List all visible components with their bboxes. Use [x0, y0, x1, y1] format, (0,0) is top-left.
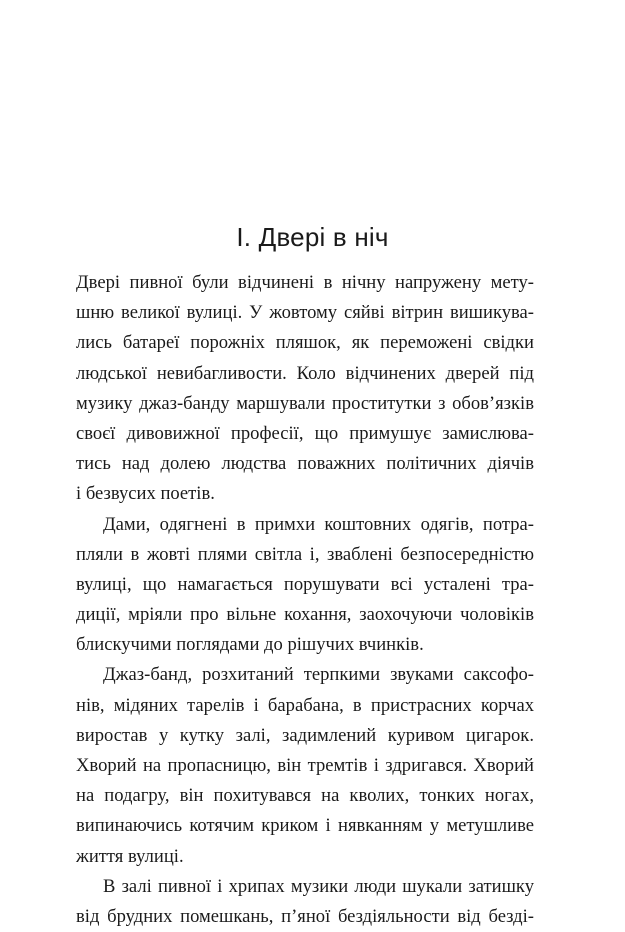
text-line: від брудних помешкань, п’яної бездіяльности від безді- — [76, 905, 534, 927]
text-line: випинаючись котячим криком і нявканням у метушливе — [76, 815, 534, 837]
text-line: своєї дивовижної професії, що примушує замислюва- — [76, 422, 534, 444]
text-line: нів, мідяних тарелів і барабана, в пристрасних корчах — [76, 694, 534, 716]
text-line: блискучими поглядами до рішучих вчинків. — [76, 634, 424, 656]
text-line: тись над долею людства поважних політичних діячів — [76, 453, 534, 475]
text-line: виростав у кутку залі, задимлений куривом цигарок. — [76, 724, 534, 746]
text-line: і безвусих поетів. — [76, 483, 215, 505]
text-line: Хворий на пропасницю, він тремтів і здригався. Хворий — [76, 755, 534, 776]
text-line: Дами, одягнені в примхи коштовних одягів, потра- — [103, 513, 534, 535]
text-line: В залі пивної і хрипах музики люди шукали затишку — [103, 875, 534, 897]
text-line: музику джаз-банду маршували проститутки з обов’язків — [76, 392, 534, 414]
chapter-title: I. Двері в ніч — [236, 222, 389, 252]
text-line: життя вулиці. — [76, 845, 184, 867]
text-line: шню великої вулиці. У жовтому сяйві вітрин вишикува- — [76, 302, 534, 324]
text-line: Джаз-банд, розхитаний терпкими звуками саксофо- — [103, 664, 534, 686]
text-line: диції, мріяли про вільне кохання, заохочуючи чоловіків — [76, 604, 534, 626]
text-line: Двері пивної були відчинені в нічну напружену мету- — [76, 272, 534, 293]
text-line: лись батареї порожніх пляшок, як переможені свідки — [76, 332, 534, 354]
text-line: людської невибагливости. Коло відчинених дверей під — [76, 362, 534, 384]
text-line: вулиці, що намагається порушувати всі усталені тра- — [76, 573, 534, 595]
chapter-body — [76, 268, 534, 932]
text-line: пляли в жовті плями світла і, зваблені безпосередністю — [76, 543, 534, 565]
text-line: на подагру, він похитувався на кволих, тонких ногах, — [76, 785, 534, 807]
